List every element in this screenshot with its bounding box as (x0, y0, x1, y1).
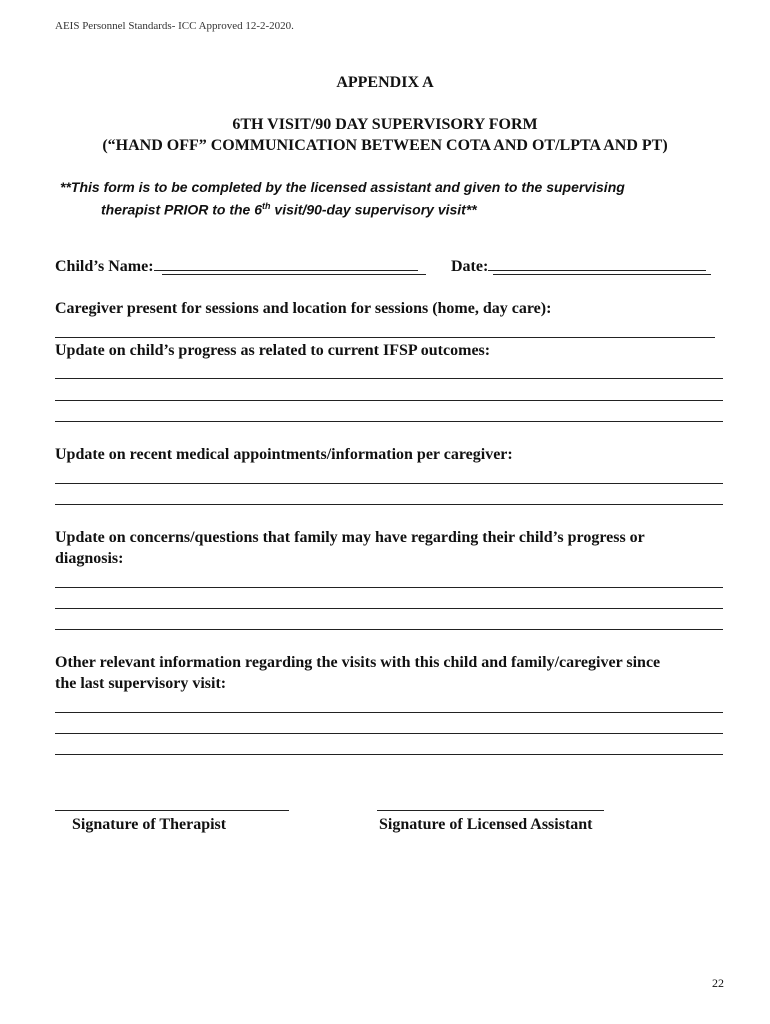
ifsp-answer-line-1[interactable] (55, 378, 723, 379)
instructions-line-2-post: visit/90-day supervisory visit** (270, 201, 477, 218)
concerns-answer-line-1[interactable] (55, 587, 723, 588)
medical-answer-line-1[interactable] (55, 483, 723, 484)
medical-answer-line-2[interactable] (55, 504, 723, 505)
assistant-signature-line[interactable] (377, 810, 604, 811)
other-label-line-2: the last supervisory visit: (55, 675, 227, 692)
concerns-label-line-2: diagnosis: (55, 550, 124, 567)
other-answer-line-1[interactable] (55, 712, 723, 713)
ifsp-answer-line-3[interactable] (55, 421, 723, 422)
form-subtitle: (“HAND OFF” COMMUNICATION BETWEEN COTA AND OT/LPTA AND PT) (102, 137, 668, 154)
medical-label: Update on recent medical appointments/information per caregiver: (55, 446, 513, 463)
concerns-answer-line-3[interactable] (55, 629, 723, 630)
assistant-signature-label: Signature of Licensed Assistant (379, 816, 593, 833)
date-field[interactable] (488, 270, 706, 271)
other-label-line-1: Other relevant information regarding the visits with this child and family/caregiver since (55, 654, 661, 671)
child-name-underline[interactable] (162, 274, 426, 275)
caregiver-label: Caregiver present for sessions and location for sessions (home, day care): (55, 300, 552, 317)
instructions-line-1: **This form is to be completed by the licensed assistant and given to the supervising (60, 179, 625, 195)
page-number: 22 (712, 976, 724, 990)
instructions-superscript: th (262, 201, 271, 211)
concerns-answer-line-2[interactable] (55, 608, 723, 609)
other-answer-line-3[interactable] (55, 754, 723, 755)
header-standards-note: AEIS Personnel Standards- ICC Approved 12-2-2020. (55, 20, 294, 32)
child-name-field[interactable] (154, 270, 418, 271)
concerns-label-line-1: Update on concerns/questions that family may have regarding their child’s progress or (55, 529, 645, 546)
form-title: 6TH VISIT/90 DAY SUPERVISORY FORM (232, 116, 538, 133)
instructions-line-2-pre: therapist PRIOR to the 6 (101, 201, 263, 218)
appendix-title: APPENDIX A (336, 74, 434, 91)
caregiver-answer-line[interactable] (55, 337, 715, 338)
ifsp-answer-line-2[interactable] (55, 400, 723, 401)
date-underline[interactable] (493, 274, 711, 275)
therapist-signature-label: Signature of Therapist (72, 816, 227, 833)
child-name-label: Child’s Name: (55, 258, 154, 275)
other-answer-line-2[interactable] (55, 733, 723, 734)
date-label: Date: (451, 258, 489, 275)
ifsp-progress-label: Update on child’s progress as related to current IFSP outcomes: (55, 342, 491, 359)
instructions-line-2 (101, 201, 477, 218)
therapist-signature-line[interactable] (55, 810, 289, 811)
